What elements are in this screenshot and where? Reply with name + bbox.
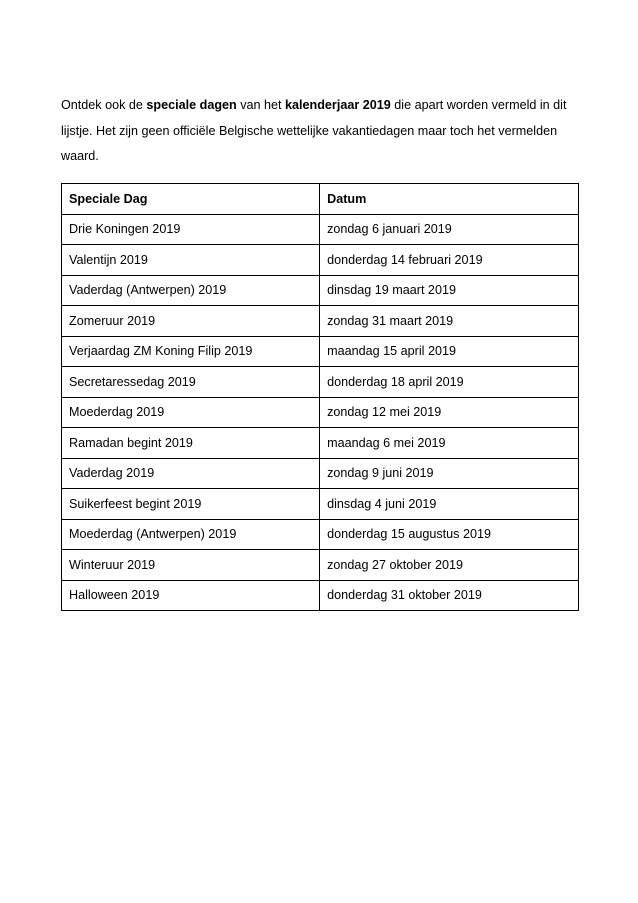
cell-date: donderdag 31 oktober 2019 (320, 580, 579, 611)
cell-special-day: Verjaardag ZM Koning Filip 2019 (62, 336, 320, 367)
cell-special-day: Vaderdag (Antwerpen) 2019 (62, 275, 320, 306)
table-row (62, 580, 579, 611)
table-row (62, 550, 579, 581)
intro-bold-special-days: speciale dagen (146, 98, 237, 112)
cell-special-day: Zomeruur 2019 (62, 306, 320, 337)
cell-date: zondag 12 mei 2019 (320, 397, 579, 428)
table-row (62, 306, 579, 337)
intro-text-2: van het (236, 98, 286, 112)
cell-special-day: Ramadan begint 2019 (62, 428, 320, 459)
cell-date: donderdag 14 februari 2019 (320, 245, 579, 276)
table-row (62, 397, 579, 428)
table-row (62, 428, 579, 459)
cell-special-day: Suikerfeest begint 2019 (62, 489, 320, 520)
table-row (62, 214, 579, 245)
cell-special-day: Moederdag (Antwerpen) 2019 (62, 519, 320, 550)
table-row (62, 367, 579, 398)
cell-date: dinsdag 4 juni 2019 (320, 489, 579, 520)
table-row (62, 458, 579, 489)
cell-special-day: Winteruur 2019 (62, 550, 320, 581)
cell-date: zondag 6 januari 2019 (320, 214, 579, 245)
cell-date: donderdag 15 augustus 2019 (320, 519, 579, 550)
intro-bold-calendar-year: kalenderjaar 2019 (285, 98, 391, 112)
table-row (62, 275, 579, 306)
cell-date: zondag 31 maart 2019 (320, 306, 579, 337)
cell-date: zondag 27 oktober 2019 (320, 550, 579, 581)
table-header-row (62, 184, 579, 215)
cell-special-day: Drie Koningen 2019 (62, 214, 320, 245)
cell-date: zondag 9 juni 2019 (320, 458, 579, 489)
cell-date: donderdag 18 april 2019 (320, 367, 579, 398)
cell-special-day: Vaderdag 2019 (62, 458, 320, 489)
table-row (62, 245, 579, 276)
table-row (62, 489, 579, 520)
intro-text-1: Ontdek ook de (61, 98, 147, 112)
cell-special-day: Valentijn 2019 (62, 245, 320, 276)
cell-date: dinsdag 19 maart 2019 (320, 275, 579, 306)
cell-special-day: Halloween 2019 (62, 580, 320, 611)
intro-paragraph (61, 93, 581, 170)
special-days-table (61, 183, 579, 611)
table-row (62, 519, 579, 550)
column-header-date: Datum (320, 184, 579, 215)
cell-date: maandag 15 april 2019 (320, 336, 579, 367)
intro-text-3: die apart worden vermeld in dit lijstje. Het zijn geen officiële Belgische wettelijke vakantiedagen maar toch het vermelden waard. (61, 98, 567, 163)
cell-date: maandag 6 mei 2019 (320, 428, 579, 459)
table-row (62, 336, 579, 367)
cell-special-day: Moederdag 2019 (62, 397, 320, 428)
column-header-special-day: Speciale Dag (62, 184, 320, 215)
cell-special-day: Secretaressedag 2019 (62, 367, 320, 398)
